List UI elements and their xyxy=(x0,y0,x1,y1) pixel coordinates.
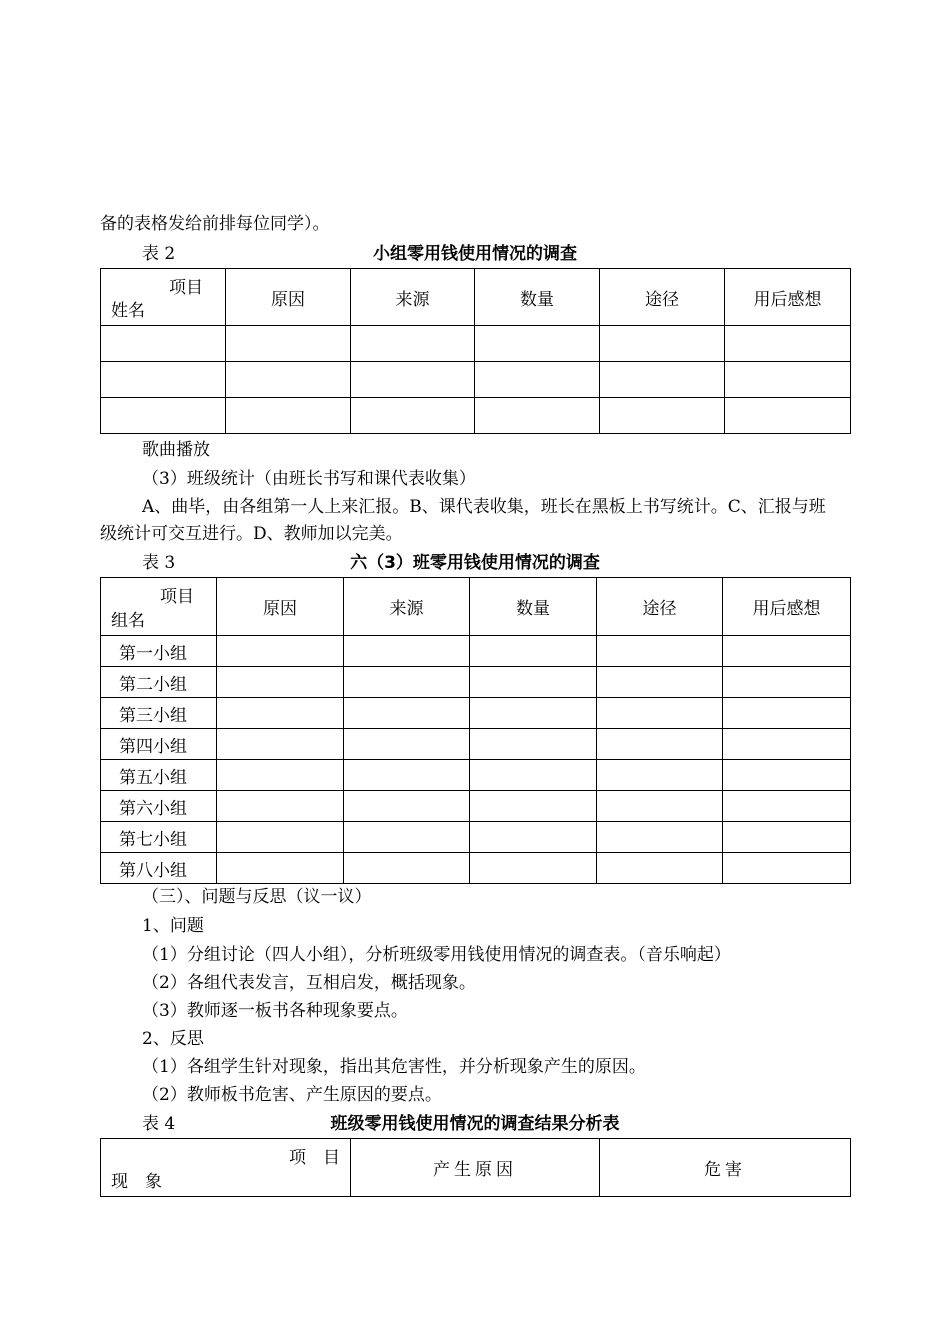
table-cell[interactable] xyxy=(101,398,226,434)
table-cell[interactable] xyxy=(470,729,597,760)
table-cell[interactable] xyxy=(344,636,470,667)
table-cell[interactable] xyxy=(344,853,470,884)
table-row xyxy=(101,362,851,398)
table3-header: 用后感想 xyxy=(723,578,851,636)
table-row xyxy=(101,822,851,853)
table2-header-row xyxy=(101,269,851,326)
table2-header: 途径 xyxy=(600,269,725,326)
table-cell[interactable] xyxy=(597,791,723,822)
table-cell[interactable] xyxy=(475,362,600,398)
table-cell[interactable] xyxy=(597,636,723,667)
table2-title: 小组零用钱使用情况的调查 xyxy=(373,244,577,264)
table-cell[interactable] xyxy=(226,362,351,398)
table-cell[interactable] xyxy=(470,853,597,884)
table-cell[interactable] xyxy=(351,398,475,434)
table-cell[interactable] xyxy=(600,326,725,362)
table-cell[interactable] xyxy=(723,698,851,729)
table3-row-label: 第七小组 xyxy=(101,822,217,853)
para-a2: 级统计可交互进行。D、教师加以完美。 xyxy=(100,524,403,544)
table2-corner-top: 项目 xyxy=(169,278,203,298)
table3-row-label: 第二小组 xyxy=(101,667,217,698)
table-cell[interactable] xyxy=(217,729,344,760)
table-cell[interactable] xyxy=(725,398,851,434)
reflection-1: （1）各组学生针对现象，指出其危害性，并分析现象产生的原因。 xyxy=(142,1057,646,1077)
table3-row-label: 第六小组 xyxy=(101,791,217,822)
question-1: （1）分组讨论（四人小组），分析班级零用钱使用情况的调查表。（音乐响起） xyxy=(142,945,731,965)
table-cell[interactable] xyxy=(344,822,470,853)
table4-header: 产生原因 xyxy=(351,1139,600,1197)
table3-corner-top: 项目 xyxy=(160,587,194,607)
reflection-heading: 2、反思 xyxy=(142,1029,204,1049)
table4-corner-top: 项 目 xyxy=(289,1148,340,1168)
table-cell[interactable] xyxy=(344,760,470,791)
question-2: （2）各组代表发言，互相启发，概括现象。 xyxy=(142,973,476,993)
table-cell[interactable] xyxy=(217,698,344,729)
table-cell[interactable] xyxy=(101,326,226,362)
table-cell[interactable] xyxy=(597,822,723,853)
table-cell[interactable] xyxy=(351,326,475,362)
table-row xyxy=(101,326,851,362)
table4 xyxy=(100,1138,851,1197)
table-cell[interactable] xyxy=(723,760,851,791)
table3-caption xyxy=(100,550,850,576)
table-cell[interactable] xyxy=(217,636,344,667)
table4-label: 表 4 xyxy=(142,1114,176,1134)
table-cell[interactable] xyxy=(723,791,851,822)
table-row xyxy=(101,791,851,822)
table-cell[interactable] xyxy=(725,326,851,362)
table2-header: 来源 xyxy=(351,269,475,326)
table-cell[interactable] xyxy=(597,698,723,729)
table-cell[interactable] xyxy=(217,791,344,822)
table4-title: 班级零用钱使用情况的调查结果分析表 xyxy=(330,1114,620,1134)
table3-row-label: 第五小组 xyxy=(101,760,217,791)
table-cell[interactable] xyxy=(597,729,723,760)
table3-corner-bottom: 组名 xyxy=(111,611,145,631)
table3-header-row xyxy=(101,578,851,636)
table-cell[interactable] xyxy=(600,398,725,434)
table-row xyxy=(101,853,851,884)
intro-line: 备的表格发给前排每位同学）。 xyxy=(100,214,330,234)
table4-corner-cell xyxy=(101,1139,351,1197)
table-cell[interactable] xyxy=(723,853,851,884)
table2-header: 数量 xyxy=(475,269,600,326)
table2-header: 原因 xyxy=(226,269,351,326)
table-cell[interactable] xyxy=(475,326,600,362)
table-cell[interactable] xyxy=(226,398,351,434)
table-cell[interactable] xyxy=(470,760,597,791)
table4-caption xyxy=(100,1111,850,1137)
table-cell[interactable] xyxy=(597,853,723,884)
table2 xyxy=(100,268,851,434)
table-cell[interactable] xyxy=(723,636,851,667)
stats-line: （3）班级统计（由班长书写和课代表收集） xyxy=(142,469,476,489)
table-cell[interactable] xyxy=(723,729,851,760)
para-a1: A、曲毕，由各组第一人上来汇报。B、课代表收集，班长在黑板上书写统计。C、汇报与班 xyxy=(142,497,826,517)
table3-header: 数量 xyxy=(470,578,597,636)
table-cell[interactable] xyxy=(226,326,351,362)
section3-heading: （三）、问题与反思（议一议） xyxy=(142,887,372,907)
table3-row-label: 第四小组 xyxy=(101,729,217,760)
table-row xyxy=(101,698,851,729)
table-cell[interactable] xyxy=(470,667,597,698)
table-cell[interactable] xyxy=(723,667,851,698)
table-cell[interactable] xyxy=(470,698,597,729)
table-row xyxy=(101,398,851,434)
table-row xyxy=(101,636,851,667)
table2-header: 用后感想 xyxy=(725,269,851,326)
table4-corner-bottom: 现 象 xyxy=(111,1172,162,1192)
table4-header: 危害 xyxy=(600,1139,851,1197)
table2-corner-cell xyxy=(101,269,226,326)
table4-header-row xyxy=(101,1139,851,1197)
table-cell[interactable] xyxy=(217,853,344,884)
table-cell[interactable] xyxy=(217,667,344,698)
table-cell[interactable] xyxy=(217,760,344,791)
song-line: 歌曲播放 xyxy=(142,440,210,460)
table3-row-label: 第三小组 xyxy=(101,698,217,729)
question-3: （3）教师逐一板书各种现象要点。 xyxy=(142,1001,408,1021)
table-cell[interactable] xyxy=(217,822,344,853)
table-row xyxy=(101,667,851,698)
table3-corner-cell xyxy=(101,578,217,636)
table3-row-label: 第八小组 xyxy=(101,853,217,884)
table3-title: 六（3）班零用钱使用情况的调查 xyxy=(350,553,600,573)
table3-header: 来源 xyxy=(344,578,470,636)
table2-corner-bottom: 姓名 xyxy=(111,301,145,321)
table-cell[interactable] xyxy=(725,362,851,398)
table3 xyxy=(100,577,851,884)
table-cell[interactable] xyxy=(470,791,597,822)
table-cell[interactable] xyxy=(344,698,470,729)
table-cell[interactable] xyxy=(475,398,600,434)
table3-header: 途径 xyxy=(597,578,723,636)
table3-label: 表 3 xyxy=(142,553,176,573)
table-cell[interactable] xyxy=(344,729,470,760)
table-cell[interactable] xyxy=(470,822,597,853)
table-cell[interactable] xyxy=(600,362,725,398)
table2-label: 表 2 xyxy=(142,244,176,264)
table-cell[interactable] xyxy=(351,362,475,398)
table-row xyxy=(101,760,851,791)
table-cell[interactable] xyxy=(597,760,723,791)
table-row xyxy=(101,729,851,760)
table3-row-label: 第一小组 xyxy=(101,636,217,667)
table-cell[interactable] xyxy=(344,791,470,822)
table-cell[interactable] xyxy=(344,667,470,698)
question-heading: 1、问题 xyxy=(142,916,204,936)
table-cell[interactable] xyxy=(723,822,851,853)
table-cell[interactable] xyxy=(597,667,723,698)
table3-header: 原因 xyxy=(217,578,344,636)
table2-caption xyxy=(100,241,850,267)
reflection-2: （2）教师板书危害、产生原因的要点。 xyxy=(142,1085,442,1105)
table-cell[interactable] xyxy=(101,362,226,398)
table-cell[interactable] xyxy=(470,636,597,667)
